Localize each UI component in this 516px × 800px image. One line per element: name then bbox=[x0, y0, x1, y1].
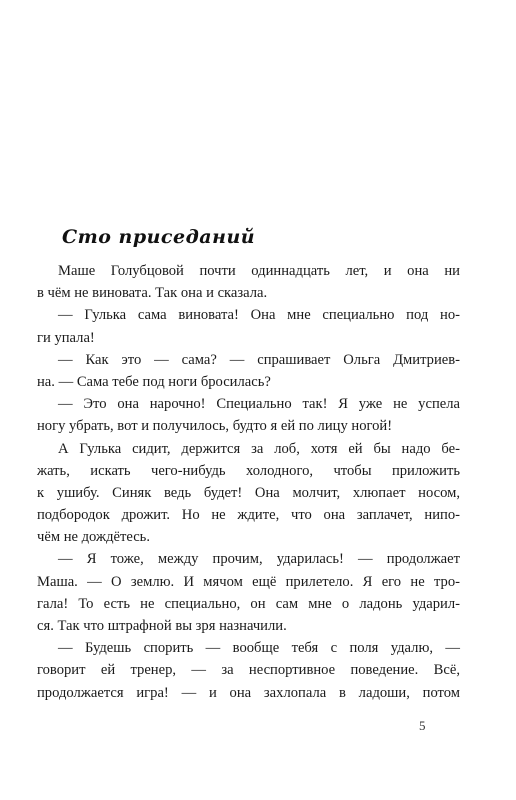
text-line: чём не дождётесь. bbox=[37, 529, 150, 546]
text-line: — Я тоже, между прочим, ударилась! — продолжает bbox=[58, 551, 460, 568]
text-line: жать, искать чего-нибудь холодного, чтобы приложить bbox=[37, 462, 460, 479]
text-line: ногу убрать, вот и получилось, будто я ей по лицу ногой! bbox=[37, 418, 393, 435]
chapter-title: Сто приседаний bbox=[62, 226, 256, 248]
text-line: гала! То есть не специально, он сам мне о ладонь ударил- bbox=[37, 595, 460, 612]
text-line: — Гулька сама виновата! Она мне специально под но- bbox=[58, 307, 460, 324]
text-line: — Это она нарочно! Специально так! Я уже не успела bbox=[58, 396, 460, 413]
body-text bbox=[37, 260, 460, 704]
text-line: ся. Так что штрафной вы зря назначили. bbox=[37, 618, 287, 634]
text-line: к ушибу. Синяк ведь будет! Она молчит, хлюпает носом, bbox=[37, 484, 460, 501]
text-line: в чём не виновата. Так она и сказала. bbox=[37, 285, 268, 302]
text-line: подбородок дрожит. Но не ждите, что она заплачет, нипо- bbox=[37, 507, 460, 524]
text-line: ги упала! bbox=[37, 329, 95, 346]
text-line: Маше Голубцовой почти одиннадцать лет, и она ни bbox=[58, 263, 460, 279]
text-line: — Будешь спорить — вообще тебя с поля удалю, — bbox=[58, 640, 460, 657]
page-number: 5 bbox=[419, 718, 426, 733]
text-line: Маша. — О землю. И мячом ещё прилетело. Я его не тро- bbox=[37, 573, 460, 590]
text-line: А Гулька сидит, держится за лоб, хотя ей бы надо бе- bbox=[58, 440, 460, 457]
text-line: продолжается игра! — и она захлопала в ладоши, потом bbox=[37, 684, 460, 701]
text-line: на. — Сама тебе под ноги бросилась? bbox=[37, 373, 271, 390]
text-line: — Как это — сама? — спрашивает Ольга Дмитриев- bbox=[58, 351, 460, 368]
text-line: говорит ей тренер, — за неспортивное поведение. Всё, bbox=[37, 662, 460, 679]
